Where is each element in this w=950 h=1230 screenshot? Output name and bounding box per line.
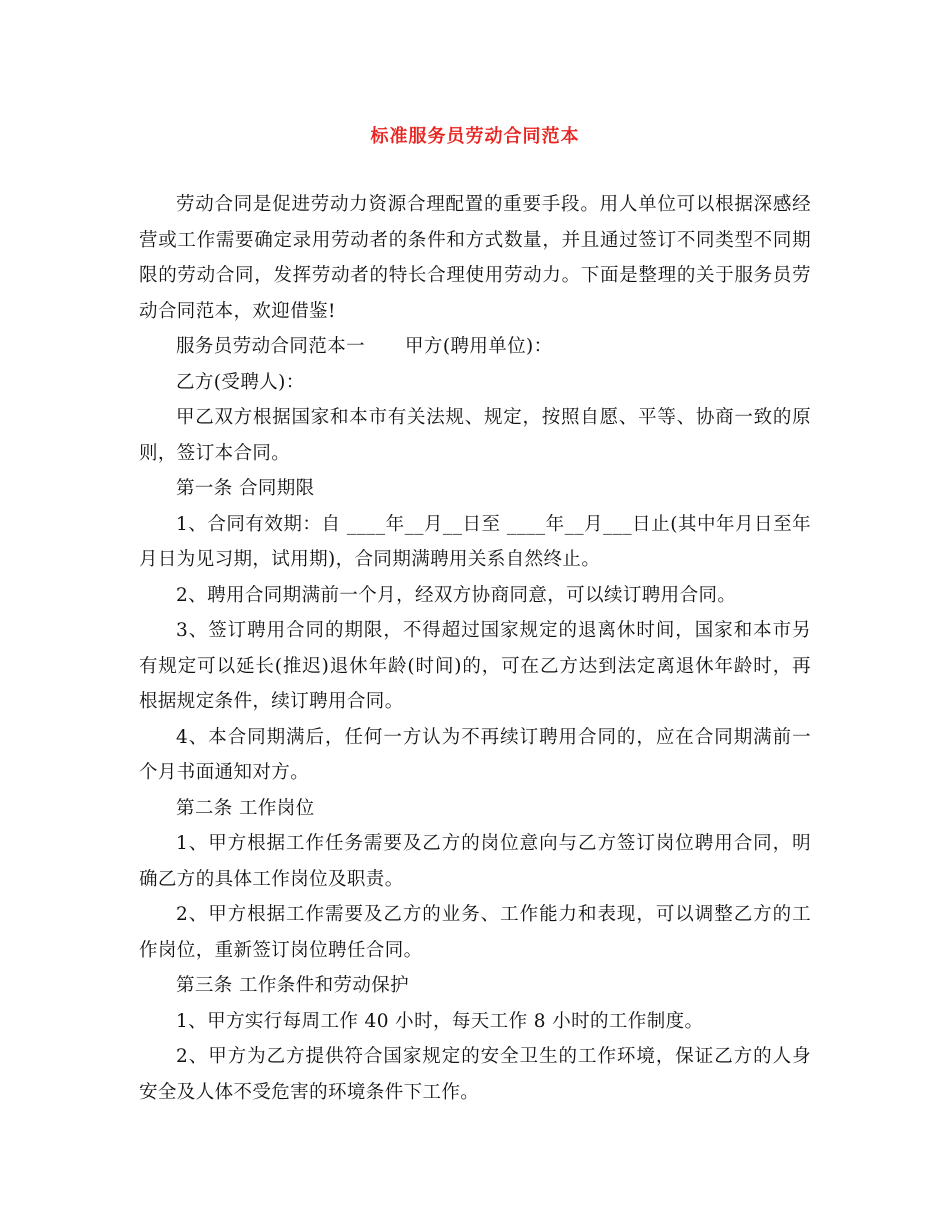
article-1-clause-2: 2、聘用合同期满前一个月，经双方协商同意，可以续订聘用合同。 bbox=[176, 584, 737, 606]
article-2-clause-2: 2、甲方根据工作需要及乙方的业务、工作能力和表现，可以调整乙方的工作岗位，重新签订岗位聘任合同。 bbox=[139, 904, 811, 961]
article-3-clause-2: 2、甲方为乙方提供符合国家规定的安全卫生的工作环境，保证乙方的人身安全及人体不受危害的环境条件下工作。 bbox=[139, 1046, 811, 1103]
intro-paragraph: 劳动合同是促进劳动力资源合理配置的重要手段。用人单位可以根据深感经营或工作需要确定录用劳动者的条件和方式数量，并且通过签订不同类型不同期限的劳动合同，发挥劳动者的特长合理使用劳动力。下面是整理的关于服务员劳动合同范本，欢迎借鉴! bbox=[139, 194, 811, 322]
article-1-clause-1: 1、合同有效期：自 ____年__月__日至 ____年__月___日止(其中年月日至年月日为见习期，试用期)，合同期满聘用关系自然终止。 bbox=[139, 513, 811, 570]
party-b-label: 乙方(受聘人)： bbox=[176, 371, 305, 393]
party-a-label: 甲方(聘用单位)： bbox=[405, 336, 553, 357]
article-3-heading: 第三条 工作条件和劳动保护 bbox=[176, 975, 410, 996]
article-2-clause-1: 1、甲方根据工作任务需要及乙方的岗位意向与乙方签订岗位聘用合同，明确乙方的具体工作岗位及职责。 bbox=[139, 833, 811, 890]
article-3-clause-1: 1、甲方实行每周工作 40 小时，每天工作 8 小时的工作制度。 bbox=[176, 1010, 704, 1032]
contract-heading-line bbox=[139, 329, 811, 365]
contract-heading: 服务员劳动合同范本一 bbox=[176, 336, 366, 357]
article-1-clause-4: 4、本合同期满后，任何一方认为不再续订聘用合同的，应在合同期满前一个月书面通知对方。 bbox=[139, 726, 811, 783]
article-2-heading: 第二条 工作岗位 bbox=[176, 797, 315, 819]
document-body bbox=[139, 187, 811, 1110]
document-title: 标准服务员劳动合同范本 bbox=[370, 126, 580, 147]
agreement-paragraph: 甲乙双方根据国家和本市有关法规、规定，按照自愿、平等、协商一致的原则，签订本合同。 bbox=[139, 407, 811, 464]
article-1-clause-3: 3、签订聘用合同的期限，不得超过国家规定的退离休时间，国家和本市另有规定可以延长(推迟)退休年龄(时间)的，可在乙方达到法定离退休年龄时，再根据规定条件，续订聘用合同。 bbox=[139, 620, 811, 712]
article-1-heading: 第一条 合同期限 bbox=[176, 478, 315, 499]
